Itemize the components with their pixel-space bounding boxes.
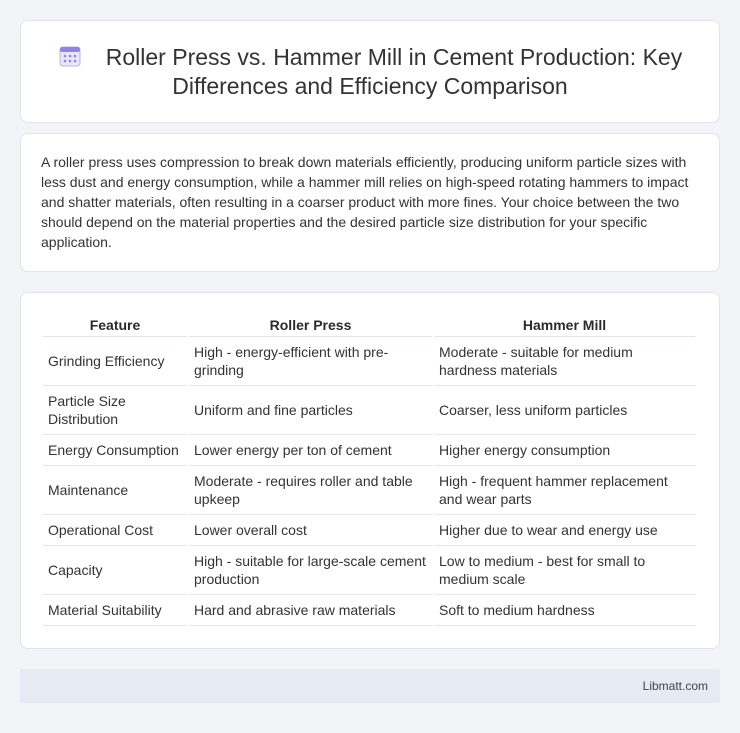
table-row xyxy=(43,546,695,595)
intro-paragraph: A roller press uses compression to break down materials efficiently, producing uniform particle sizes with less dust and energy consumption, while a hammer mill relies on high-speed rotating hammers to impact and shatter materials, often resulting in a coarser product with more fines. Your choice between the two should depend on the material properties and the desired particle size distribution for your specific application. xyxy=(41,154,689,250)
cell-roller-press: Hard and abrasive raw materials xyxy=(189,595,432,626)
footer-site-link[interactable]: Libmatt.com xyxy=(642,679,708,693)
page-title xyxy=(45,43,695,101)
cell-hammer-mill: Higher energy consumption xyxy=(434,435,695,466)
cell-feature: Grinding Efficiency xyxy=(43,337,187,386)
calendar-icon xyxy=(58,44,82,68)
table-row xyxy=(43,466,695,515)
cell-hammer-mill: Higher due to wear and energy use xyxy=(434,515,695,546)
table-row xyxy=(43,435,695,466)
table-row xyxy=(43,595,695,626)
cell-feature: Capacity xyxy=(43,546,187,595)
cell-roller-press: Lower overall cost xyxy=(189,515,432,546)
cell-feature: Particle Size Distribution xyxy=(43,386,187,435)
cell-feature: Material Suitability xyxy=(43,595,187,626)
cell-roller-press: Moderate - requires roller and table upkeep xyxy=(189,466,432,515)
intro-card xyxy=(20,133,720,272)
cell-feature: Energy Consumption xyxy=(43,435,187,466)
comparison-table xyxy=(41,315,697,626)
title-card xyxy=(20,20,720,123)
table-row xyxy=(43,515,695,546)
cell-hammer-mill: Soft to medium hardness xyxy=(434,595,695,626)
cell-hammer-mill: Low to medium - best for small to medium scale xyxy=(434,546,695,595)
cell-hammer-mill: High - frequent hammer replacement and wear parts xyxy=(434,466,695,515)
table-row xyxy=(43,386,695,435)
comparison-card xyxy=(20,292,720,649)
cell-feature: Operational Cost xyxy=(43,515,187,546)
table-row xyxy=(43,337,695,386)
header-feature: Feature xyxy=(43,315,187,337)
cell-roller-press: Lower energy per ton of cement xyxy=(189,435,432,466)
cell-roller-press: Uniform and fine particles xyxy=(189,386,432,435)
page-title-text: Roller Press vs. Hammer Mill in Cement Production: Key Differences and Efficiency Comparison xyxy=(105,43,683,99)
cell-feature: Maintenance xyxy=(43,466,187,515)
header-hammer-mill: Hammer Mill xyxy=(434,315,695,337)
cell-roller-press: High - suitable for large-scale cement production xyxy=(189,546,432,595)
footer xyxy=(20,669,720,703)
cell-hammer-mill: Moderate - suitable for medium hardness materials xyxy=(434,337,695,386)
table-header-row xyxy=(43,315,695,337)
cell-roller-press: High - energy-efficient with pre-grinding xyxy=(189,337,432,386)
header-roller-press: Roller Press xyxy=(189,315,432,337)
cell-hammer-mill: Coarser, less uniform particles xyxy=(434,386,695,435)
